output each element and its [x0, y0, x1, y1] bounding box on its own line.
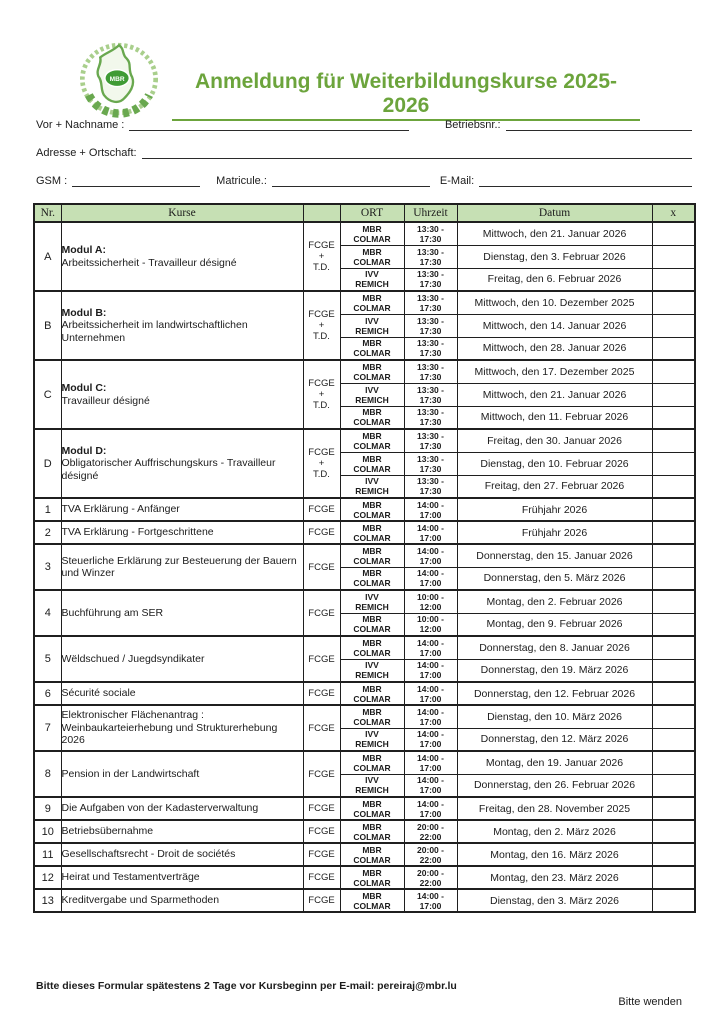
date-cell: Frühjahr 2026 [457, 498, 652, 521]
time-cell: 14:00 - 17:00 [404, 728, 457, 751]
time-cell: 20:00 - 22:00 [404, 866, 457, 889]
checkbox-cell[interactable] [652, 567, 695, 590]
col-header-check: x [652, 204, 695, 222]
course-nr: D [34, 429, 61, 498]
gsm-input-line[interactable] [72, 174, 200, 187]
checkbox-cell[interactable] [652, 360, 695, 383]
col-header-nr: Nr. [34, 204, 61, 222]
name-input-line[interactable] [129, 118, 409, 131]
course-nr: 10 [34, 820, 61, 843]
date-cell: Donnerstag, den 8. Januar 2026 [457, 636, 652, 659]
col-header-uhrzeit: Uhrzeit [404, 204, 457, 222]
checkbox-cell[interactable] [652, 728, 695, 751]
time-cell: 14:00 - 17:00 [404, 544, 457, 567]
turn-page-note: Bitte wenden [618, 996, 682, 1008]
ort-cell: MBR COLMAR [340, 291, 404, 314]
course-nr: 9 [34, 797, 61, 820]
time-cell: 10:00 - 12:00 [404, 613, 457, 636]
checkbox-cell[interactable] [652, 268, 695, 291]
course-nr: 3 [34, 544, 61, 590]
date-cell: Mittwoch, den 28. Januar 2026 [457, 337, 652, 360]
checkbox-cell[interactable] [652, 751, 695, 774]
time-cell: 14:00 - 17:00 [404, 567, 457, 590]
address-label: Adresse + Ortschaft: [36, 147, 137, 159]
course-title-cell: Die Aufgaben von der Kadasterverwaltung [61, 797, 303, 820]
mbr-logo-graphic [72, 40, 166, 120]
org-cell: FCGE [303, 797, 340, 820]
date-cell: Montag, den 23. März 2026 [457, 866, 652, 889]
org-cell: FCGE [303, 682, 340, 705]
name-label: Vor + Nachname : [36, 119, 125, 131]
course-title-cell: Pension in der Landwirtschaft [61, 751, 303, 797]
checkbox-cell[interactable] [652, 682, 695, 705]
time-cell: 13:30 - 17:30 [404, 360, 457, 383]
time-cell: 14:00 - 17:00 [404, 521, 457, 544]
course-title-cell: Heirat und Testamentverträge [61, 866, 303, 889]
ort-cell: MBR COLMAR [340, 613, 404, 636]
org-cell: FCGE [303, 820, 340, 843]
course-title-cell: Elektronischer Flächenantrag : Weinbaukarteierhebung und Strukturerhebung 2026 [61, 705, 303, 751]
time-cell: 14:00 - 17:00 [404, 889, 457, 912]
email-label: E-Mail: [439, 175, 475, 187]
course-title-cell: Modul D: Obligatorischer Auffrischungskurs - Travailleur désigné [61, 429, 303, 498]
checkbox-cell[interactable] [652, 314, 695, 337]
schedule-row [34, 222, 695, 245]
date-cell: Mittwoch, den 14. Januar 2026 [457, 314, 652, 337]
course-nr: 8 [34, 751, 61, 797]
course-title-cell: Betriebsübernahme [61, 820, 303, 843]
address-input-line[interactable] [142, 146, 692, 159]
course-title-cell: Sécurité sociale [61, 682, 303, 705]
betriebsnr-label: Betriebsnr.: [444, 119, 501, 131]
course-title-cell: Modul C: Travailleur désigné [61, 360, 303, 429]
date-cell: Montag, den 2. März 2026 [457, 820, 652, 843]
matricule-input-line[interactable] [272, 174, 430, 187]
checkbox-cell[interactable] [652, 774, 695, 797]
org-cell: FCGE [303, 843, 340, 866]
schedule-row [34, 590, 695, 613]
checkbox-cell[interactable] [652, 590, 695, 613]
ort-cell: MBR COLMAR [340, 222, 404, 245]
date-cell: Dienstag, den 3. Februar 2026 [457, 245, 652, 268]
course-title-cell: Kreditvergabe und Sparmethoden [61, 889, 303, 912]
course-title-cell: Modul A: Arbeitssicherheit - Travailleur désigné [61, 222, 303, 291]
time-cell: 13:30 - 17:30 [404, 291, 457, 314]
org-cell: FCGE [303, 544, 340, 590]
schedule-row [34, 843, 695, 866]
checkbox-cell[interactable] [652, 291, 695, 314]
ort-cell: MBR COLMAR [340, 843, 404, 866]
date-cell: Mittwoch, den 17. Dezember 2025 [457, 360, 652, 383]
date-cell: Mittwoch, den 10. Dezember 2025 [457, 291, 652, 314]
time-cell: 14:00 - 17:00 [404, 682, 457, 705]
course-table [33, 203, 696, 913]
date-cell: Mittwoch, den 21. Januar 2026 [457, 222, 652, 245]
time-cell: 20:00 - 22:00 [404, 843, 457, 866]
ort-cell: IVV REMICH [340, 728, 404, 751]
ort-cell: MBR COLMAR [340, 521, 404, 544]
time-cell: 10:00 - 12:00 [404, 590, 457, 613]
checkbox-cell[interactable] [652, 659, 695, 682]
ort-cell: IVV REMICH [340, 383, 404, 406]
checkbox-cell[interactable] [652, 337, 695, 360]
schedule-row [34, 429, 695, 452]
matricule-label: Matricule.: [216, 175, 267, 187]
org-cell: FCGE + T.D. [303, 360, 340, 429]
course-title-cell: Wëldschued / Juegdsyndikater [61, 636, 303, 682]
org-cell: FCGE [303, 590, 340, 636]
checkbox-cell[interactable] [652, 866, 695, 889]
date-cell: Dienstag, den 10. März 2026 [457, 705, 652, 728]
ort-cell: MBR COLMAR [340, 866, 404, 889]
course-nr: 7 [34, 705, 61, 751]
time-cell: 14:00 - 17:00 [404, 636, 457, 659]
ort-cell: IVV REMICH [340, 590, 404, 613]
date-cell: Mittwoch, den 11. Februar 2026 [457, 406, 652, 429]
ort-cell: MBR COLMAR [340, 751, 404, 774]
time-cell: 13:30 - 17:30 [404, 314, 457, 337]
course-nr: 5 [34, 636, 61, 682]
time-cell: 14:00 - 17:00 [404, 751, 457, 774]
date-cell: Freitag, den 30. Januar 2026 [457, 429, 652, 452]
checkbox-cell[interactable] [652, 820, 695, 843]
course-title-cell: TVA Erklärung - Fortgeschrittene [61, 521, 303, 544]
time-cell: 14:00 - 17:00 [404, 659, 457, 682]
checkbox-cell[interactable] [652, 406, 695, 429]
col-header-org [303, 204, 340, 222]
org-cell: FCGE [303, 751, 340, 797]
time-cell: 13:30 - 17:30 [404, 337, 457, 360]
time-cell: 14:00 - 17:00 [404, 705, 457, 728]
course-nr: B [34, 291, 61, 360]
org-cell: FCGE + T.D. [303, 291, 340, 360]
time-cell: 14:00 - 17:00 [404, 797, 457, 820]
page-title: Anmeldung für Weiterbildungskurse 2025-2026 [172, 70, 640, 121]
applicant-form [36, 116, 692, 200]
date-cell: Montag, den 2. Februar 2026 [457, 590, 652, 613]
time-cell: 13:30 - 17:30 [404, 429, 457, 452]
col-header-datum: Datum [457, 204, 652, 222]
ort-cell: MBR COLMAR [340, 636, 404, 659]
submission-note: Bitte dieses Formular spätestens 2 Tage vor Kursbeginn per E-mail: pereiraj@mbr.lu [36, 980, 457, 992]
date-cell: Dienstag, den 3. März 2026 [457, 889, 652, 912]
ort-cell: IVV REMICH [340, 268, 404, 291]
ort-cell: IVV REMICH [340, 314, 404, 337]
schedule-row [34, 820, 695, 843]
date-cell: Donnerstag, den 26. Februar 2026 [457, 774, 652, 797]
schedule-row [34, 498, 695, 521]
schedule-row [34, 544, 695, 567]
ort-cell: MBR COLMAR [340, 452, 404, 475]
course-nr: 1 [34, 498, 61, 521]
schedule-row [34, 866, 695, 889]
ort-cell: MBR COLMAR [340, 360, 404, 383]
schedule-row [34, 636, 695, 659]
course-nr: A [34, 222, 61, 291]
date-cell: Montag, den 9. Februar 2026 [457, 613, 652, 636]
course-title-cell: Gesellschaftsrecht - Droit de sociétés [61, 843, 303, 866]
checkbox-cell[interactable] [652, 521, 695, 544]
course-title-cell: TVA Erklärung - Anfänger [61, 498, 303, 521]
course-nr: 11 [34, 843, 61, 866]
schedule-row [34, 797, 695, 820]
date-cell: Donnerstag, den 15. Januar 2026 [457, 544, 652, 567]
ort-cell: MBR COLMAR [340, 337, 404, 360]
course-nr: 6 [34, 682, 61, 705]
schedule-row [34, 751, 695, 774]
checkbox-cell[interactable] [652, 636, 695, 659]
date-cell: Montag, den 19. Januar 2026 [457, 751, 652, 774]
ort-cell: MBR COLMAR [340, 245, 404, 268]
time-cell: 13:30 - 17:30 [404, 452, 457, 475]
checkbox-cell[interactable] [652, 429, 695, 452]
course-nr: C [34, 360, 61, 429]
time-cell: 13:30 - 17:30 [404, 475, 457, 498]
date-cell: Donnerstag, den 12. März 2026 [457, 728, 652, 751]
checkbox-cell[interactable] [652, 452, 695, 475]
date-cell: Donnerstag, den 19. März 2026 [457, 659, 652, 682]
org-cell: FCGE [303, 705, 340, 751]
ort-cell: MBR COLMAR [340, 406, 404, 429]
schedule-row [34, 291, 695, 314]
time-cell: 13:30 - 17:30 [404, 383, 457, 406]
ort-cell: MBR COLMAR [340, 429, 404, 452]
org-cell: FCGE + T.D. [303, 222, 340, 291]
date-cell: Dienstag, den 10. Februar 2026 [457, 452, 652, 475]
org-cell: FCGE [303, 636, 340, 682]
schedule-row [34, 889, 695, 912]
org-cell: FCGE [303, 521, 340, 544]
time-cell: 13:30 - 17:30 [404, 406, 457, 429]
course-nr: 13 [34, 889, 61, 912]
ort-cell: MBR COLMAR [340, 544, 404, 567]
date-cell: Donnerstag, den 5. März 2026 [457, 567, 652, 590]
ort-cell: MBR COLMAR [340, 498, 404, 521]
date-cell: Freitag, den 27. Februar 2026 [457, 475, 652, 498]
checkbox-cell[interactable] [652, 843, 695, 866]
schedule-row [34, 521, 695, 544]
time-cell: 13:30 - 17:30 [404, 222, 457, 245]
checkbox-cell[interactable] [652, 222, 695, 245]
ort-cell: MBR COLMAR [340, 682, 404, 705]
ort-cell: MBR COLMAR [340, 567, 404, 590]
ort-cell: MBR COLMAR [340, 820, 404, 843]
checkbox-cell[interactable] [652, 613, 695, 636]
checkbox-cell[interactable] [652, 544, 695, 567]
course-nr: 4 [34, 590, 61, 636]
time-cell: 13:30 - 17:30 [404, 245, 457, 268]
email-input-line[interactable] [479, 174, 692, 187]
course-title-cell: Steuerliche Erklärung zur Besteuerung der Bauern und Winzer [61, 544, 303, 590]
form-row-contact [36, 172, 692, 187]
checkbox-cell[interactable] [652, 383, 695, 406]
org-cell: FCGE [303, 889, 340, 912]
col-header-ort: ORT [340, 204, 404, 222]
ort-cell: IVV REMICH [340, 475, 404, 498]
form-row-name [36, 116, 692, 131]
checkbox-cell[interactable] [652, 797, 695, 820]
schedule-row [34, 705, 695, 728]
checkbox-cell[interactable] [652, 498, 695, 521]
time-cell: 14:00 - 17:00 [404, 498, 457, 521]
ort-cell: MBR COLMAR [340, 797, 404, 820]
course-nr: 12 [34, 866, 61, 889]
course-title-cell: Modul B: Arbeitssicherheit im landwirtschaftlichen Unternehmen [61, 291, 303, 360]
mbr-badge-text: MBR [109, 75, 125, 83]
checkbox-cell[interactable] [652, 889, 695, 912]
gsm-label: GSM : [36, 175, 68, 187]
time-cell: 20:00 - 22:00 [404, 820, 457, 843]
date-cell: Freitag, den 6. Februar 2026 [457, 268, 652, 291]
org-cell: FCGE + T.D. [303, 429, 340, 498]
checkbox-cell[interactable] [652, 705, 695, 728]
date-cell: Frühjahr 2026 [457, 521, 652, 544]
mbr-badge [105, 70, 129, 87]
org-cell: FCGE [303, 498, 340, 521]
form-row-address [36, 144, 692, 159]
ort-cell: MBR COLMAR [340, 889, 404, 912]
checkbox-cell[interactable] [652, 475, 695, 498]
col-header-kurse: Kurse [61, 204, 303, 222]
betriebsnr-input-line[interactable] [506, 118, 692, 131]
course-nr: 2 [34, 521, 61, 544]
course-table-body [34, 222, 695, 912]
mbr-logo [72, 40, 166, 120]
table-header-row [34, 204, 695, 222]
ort-cell: IVV REMICH [340, 774, 404, 797]
course-title-cell: Buchführung am SER [61, 590, 303, 636]
schedule-row [34, 360, 695, 383]
ort-cell: IVV REMICH [340, 659, 404, 682]
date-cell: Donnerstag, den 12. Februar 2026 [457, 682, 652, 705]
schedule-row [34, 682, 695, 705]
time-cell: 14:00 - 17:00 [404, 774, 457, 797]
date-cell: Freitag, den 28. November 2025 [457, 797, 652, 820]
org-cell: FCGE [303, 866, 340, 889]
time-cell: 13:30 - 17:30 [404, 268, 457, 291]
checkbox-cell[interactable] [652, 245, 695, 268]
ort-cell: MBR COLMAR [340, 705, 404, 728]
date-cell: Mittwoch, den 21. Januar 2026 [457, 383, 652, 406]
date-cell: Montag, den 16. März 2026 [457, 843, 652, 866]
